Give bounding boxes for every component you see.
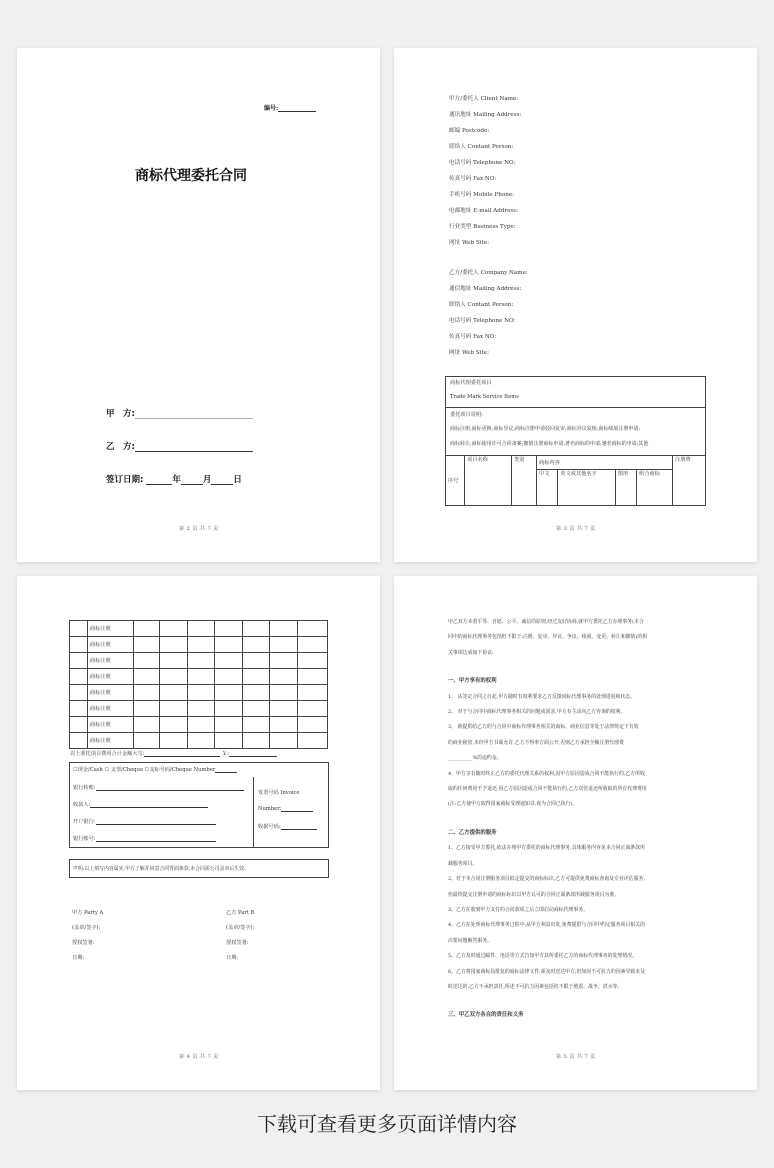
date-a: 日期: — [72, 955, 85, 961]
text-line: (注:乙方使甲方取得国家商标受理通知书,视为合同已执行)。 — [448, 801, 578, 808]
text-line: 取的任何费用不予退还,因乙方原因造成合同不能执行的,乙方双倍退还所收取的所有代理费用 — [448, 786, 647, 793]
invoice-label: 发票号码 Invoice — [258, 790, 300, 796]
table-cell — [242, 669, 270, 685]
table-cell — [297, 653, 327, 669]
year-label: 年 — [172, 475, 181, 485]
page-footer: 第 4 页 共 7 页 — [179, 1054, 219, 1060]
statement-box — [69, 859, 329, 878]
sub-combo: 组合商标 — [637, 470, 673, 506]
row-item-label: 商标注册 — [87, 669, 133, 685]
bank-label: 银行转账: — [73, 785, 96, 791]
field-row: 乙方/委托人 Company Name: — [449, 270, 528, 276]
row-item-label: 商标注册 — [87, 621, 133, 637]
table-cell — [270, 653, 298, 669]
table-cell — [70, 685, 88, 701]
table-cell — [70, 733, 88, 749]
sign-date-label: 签订日期: — [106, 475, 144, 485]
party-b-line — [106, 440, 253, 452]
intro-line: 关事项达成如下协议: — [448, 649, 494, 656]
col-fee: 注册费 — [673, 456, 706, 506]
section-title: 一、甲方享有的权利 — [448, 678, 497, 685]
receipt-blank — [281, 829, 317, 830]
page-footer: 第 2 页 共 7 页 — [179, 526, 219, 532]
receipt-row — [258, 823, 317, 830]
party-a-underline — [135, 418, 253, 419]
field-row: 网址 Web Site: — [449, 240, 489, 246]
text-line: 3、乙方在收到甲方支付的合同款项之后立即启动商标代理事务。 — [448, 906, 589, 913]
field-row: 联络人 Contant Person: — [449, 144, 514, 150]
table-row — [70, 669, 328, 685]
table-cell — [242, 733, 270, 749]
table-row — [70, 701, 328, 717]
table-cell — [215, 717, 243, 733]
table-cell — [242, 637, 270, 653]
table-cell — [270, 669, 298, 685]
table-cell — [134, 717, 160, 733]
row-item-label: 商标注册 — [87, 653, 133, 669]
table-cell — [187, 717, 215, 733]
table-cell — [187, 669, 215, 685]
invoice-number-label: Number: — [258, 806, 282, 812]
page-terms — [394, 576, 757, 1090]
page-footer: 第 3 页 共 7 页 — [556, 526, 596, 532]
table-row — [70, 637, 328, 653]
field-row: 电话号码 Telephone NO: — [449, 160, 516, 166]
table-cell — [134, 669, 160, 685]
field-row: 网址 Web Site: — [449, 350, 489, 356]
contract-number — [264, 103, 316, 112]
table-cell — [160, 685, 188, 701]
row-item-label: 商标注册 — [87, 637, 133, 653]
statement-text: 声明:以上填写内容属实,甲方了解并同意合同背面条款,本合同需公司盖章后生效. — [73, 866, 246, 872]
row-item-label: 商标注册 — [87, 701, 133, 717]
col-class: 类别 — [512, 456, 537, 506]
text-line: 时送达的,乙方不承担责任,所述不可抗力因素包括但不限于地震、战争、洪水等。 — [448, 983, 623, 990]
text-line: 4、甲方享有随时终止乙方的委托代理关系的权利,因甲方原因造成合同不能执行的,乙方所收 — [448, 770, 645, 777]
party-a-label: 甲 方: — [106, 409, 135, 419]
table-cell — [297, 717, 327, 733]
party-b-label: 乙 方: — [106, 442, 135, 452]
desc-line-2: 商标转让;商标使用许可合同备案;撤销注册商标申请;著名商标的申请;驰名商标的申请;其他 — [450, 441, 649, 447]
month-label: 月 — [202, 475, 212, 485]
field-row: 手机号码 Mobile Phone: — [449, 192, 515, 198]
field-row: 联络人 Contant Person: — [449, 302, 514, 308]
account-label: 银行帐号: — [73, 836, 96, 842]
contract-title: 商标代理委托合同 — [135, 168, 247, 184]
table-row — [70, 621, 328, 637]
table-cell — [215, 701, 243, 717]
day-label: 日 — [233, 475, 242, 485]
text-line: __________%的违约金。 — [448, 755, 502, 762]
table-row — [70, 653, 328, 669]
text-line: 2、 对于与合同中商标代理事务相关的问题或需求,甲方有主动向乙方咨询的权利。 — [448, 709, 626, 716]
text-line: 次要问题解答服务。 — [448, 937, 493, 944]
table-cell — [187, 621, 215, 637]
table-cell — [70, 637, 88, 653]
table-row — [70, 733, 328, 749]
table-cell — [270, 621, 298, 637]
total-label: 以上委托项目费用合计金额大写: — [70, 751, 145, 757]
table-cell — [134, 701, 160, 717]
table-cell — [160, 637, 188, 653]
service-items-table — [445, 376, 706, 506]
field-row: 传真号码 Fax NO: — [449, 334, 497, 340]
table-cell — [297, 637, 327, 653]
table-cell — [270, 637, 298, 653]
row-item-label: 商标注册 — [87, 733, 133, 749]
account-blank — [96, 841, 216, 842]
yen-label: ￥: — [222, 751, 229, 757]
table-cell — [215, 733, 243, 749]
table-cell — [215, 669, 243, 685]
field-row: 电邮地址 E-mail Address: — [449, 208, 519, 214]
text-line: 4、乙方在处理商标代理事务过程中,从甲方利益出发,免费提供与合同中约定服务项目相关的 — [448, 922, 645, 929]
table-cell — [242, 653, 270, 669]
table-cell — [270, 733, 298, 749]
table-cell — [270, 701, 298, 717]
sign-date-line — [106, 473, 242, 485]
total-blank — [144, 756, 220, 757]
download-caption: 下载可查看更多页面详情内容 — [257, 1112, 517, 1136]
text-line: 但最终提交注册申请的商标标识以甲方认可的合同正面条款所载服务项目为准。 — [448, 891, 620, 898]
section-title: 三、甲乙双方各自的责任和义务 — [448, 1012, 524, 1019]
table-cell — [160, 717, 188, 733]
table-cell — [70, 653, 88, 669]
page-fees — [17, 576, 380, 1090]
field-row: 行业类型 Business Type: — [449, 224, 516, 230]
row-item-label: 商标注册 — [87, 717, 133, 733]
table-cell — [70, 701, 88, 717]
table-cell — [187, 701, 215, 717]
table-cell — [70, 621, 88, 637]
table-cell — [160, 701, 188, 717]
table-cell — [215, 637, 243, 653]
section-title: 二、乙方提供的服务 — [448, 829, 497, 836]
payee-blank — [90, 807, 208, 808]
party-b-sign: 乙方 Part B — [226, 910, 255, 916]
invoice-number-row — [258, 806, 313, 812]
table-cell — [187, 653, 215, 669]
table-cell — [297, 621, 327, 637]
table-cell — [215, 653, 243, 669]
total-amount-line — [70, 750, 277, 757]
terms-body — [448, 616, 708, 1022]
number-underline — [278, 111, 316, 112]
registration-grid — [69, 620, 328, 749]
desc-label: 委托项目说明: — [450, 412, 483, 418]
table-cell — [215, 685, 243, 701]
table-cell — [70, 717, 88, 733]
page-client-info — [394, 48, 757, 562]
table-cell — [270, 685, 298, 701]
year-blank — [146, 484, 172, 485]
stamp-b: (盖章/签字): — [226, 925, 255, 931]
sub-en: 英文或其他名字 — [558, 470, 615, 506]
table-cell — [297, 701, 327, 717]
sub-cn: 中文 — [537, 470, 558, 506]
divider — [446, 407, 705, 408]
col-item: 项目名称 — [465, 456, 512, 506]
field-row: 通信地址 Mailing Address: — [449, 286, 522, 292]
open-bank-row — [73, 818, 216, 825]
party-b-underline — [135, 451, 253, 452]
field-row: 邮编 Postcode: — [449, 128, 490, 134]
bank-blank — [96, 790, 244, 791]
invoice-blank — [281, 811, 313, 812]
table-heading-en: Trade Mark Service Items — [450, 394, 519, 400]
payment-line: ☐现金/Cash ☐ 支票/Cheque ☐支标号码/Cheque Number — [73, 767, 216, 773]
col-content: 商标内容 — [537, 456, 673, 470]
bank-transfer-row — [73, 784, 244, 791]
desc-line-1: 商标注册;商标更换;商标异议;商标注册申请驳回复审;商标异议复核;商标续展注册申请; — [450, 426, 641, 432]
table-cell — [160, 669, 188, 685]
field-row: 电话号码 Telephone NO: — [449, 318, 516, 324]
payee-row — [73, 801, 208, 808]
table-cell — [242, 717, 270, 733]
table-row — [70, 685, 328, 701]
stamp-a: (盖章/签字): — [72, 925, 101, 931]
date-b: 日期: — [226, 955, 239, 961]
table-cell — [242, 621, 270, 637]
intro-line: 甲乙双方本着平等、自愿、公平、诚信的原则,经过友好协商,就甲方委托乙方办理事务(本合 — [448, 619, 644, 625]
party-a-line — [106, 407, 253, 419]
account-row — [73, 835, 216, 842]
table-cell — [160, 733, 188, 749]
table-cell — [160, 653, 188, 669]
payment-divider — [253, 777, 254, 847]
table-cell — [134, 653, 160, 669]
text-line: 的商业秘密,未经甲方书面允许,乙方不得率方面公开,否则乙方承担全额注册代理费 — [448, 739, 624, 746]
table-cell — [187, 685, 215, 701]
field-row: 传真号码 Fax NO: — [449, 176, 497, 182]
table-cell — [297, 685, 327, 701]
table-cell — [187, 637, 215, 653]
payment-box — [69, 762, 329, 848]
table-cell — [297, 669, 327, 685]
table-cell — [242, 701, 270, 717]
intro-line: 同中的商标代理事务包括但不限于:注册、复审、异议、争议、续展、变更、转让和撤销)的相 — [448, 634, 648, 641]
page-cover — [17, 48, 380, 562]
table-cell — [134, 685, 160, 701]
items-grid — [445, 455, 706, 506]
receipt-label: 收据号码: — [258, 824, 281, 830]
table-cell — [187, 733, 215, 749]
text-line: 载服务项目。 — [448, 860, 478, 867]
sub-logo: 图形 — [615, 470, 636, 506]
party-a-sign: 甲方 Party A — [72, 910, 104, 916]
text-line: 2、对于本合同注册服务项目拟定提交的商标标识,乙方可提供免费商标查询及专业评估服务, — [448, 876, 645, 883]
table-cell — [215, 621, 243, 637]
text-line: 1、 从签定合同之日起,甲方随时有权利要求乙方反馈商标代理事务的处理进展和状态。 — [448, 693, 636, 700]
payee-label: 收款人: — [73, 802, 91, 808]
table-row — [70, 717, 328, 733]
table-cell — [134, 621, 160, 637]
cheque-blank — [215, 772, 237, 773]
yen-blank — [229, 756, 277, 757]
month-blank — [181, 484, 203, 485]
text-line: 6、乙方将国家商标局批复的商标法律文件,须及时送达甲方;但如因不可抗力的因素导致未及 — [448, 968, 646, 975]
auth-b: 授权签署: — [226, 940, 249, 946]
page-footer: 第 5 页 共 7 页 — [556, 1054, 596, 1060]
table-cell — [70, 669, 88, 685]
table-cell — [134, 733, 160, 749]
text-line: 3、 就提供给乙方的与合同中商标代理事务相关的商标、商业信息等处于法律规定下有效 — [448, 724, 639, 731]
table-cell — [270, 717, 298, 733]
table-cell — [242, 685, 270, 701]
day-blank — [211, 484, 233, 485]
field-row: 通讯地址 Mailing Address: — [449, 112, 522, 118]
number-label: 编号: — [264, 105, 279, 112]
row-item-label: 商标注册 — [87, 685, 133, 701]
col-no: 序号 — [446, 456, 465, 506]
table-cell — [297, 733, 327, 749]
auth-a: 授权签署: — [72, 940, 95, 946]
text-line: 1、乙方接受甲方委托,依法办理甲方委托的商标代理事务,具体服务内容见本合同正面条款所 — [448, 845, 645, 852]
text-line: 5、乙方及时通过邮件、电话等方式告知甲方其所委托乙方的商标代理事务的处理情况。 — [448, 953, 637, 960]
field-row: 甲方/委托人 Client Name: — [449, 96, 519, 102]
table-cell — [134, 637, 160, 653]
payment-methods — [73, 766, 237, 773]
open-bank-blank — [96, 824, 216, 825]
table-cell — [160, 621, 188, 637]
open-bank-label: 开户银行: — [73, 819, 96, 825]
table-heading: 商标代理委托项目 — [450, 380, 492, 386]
